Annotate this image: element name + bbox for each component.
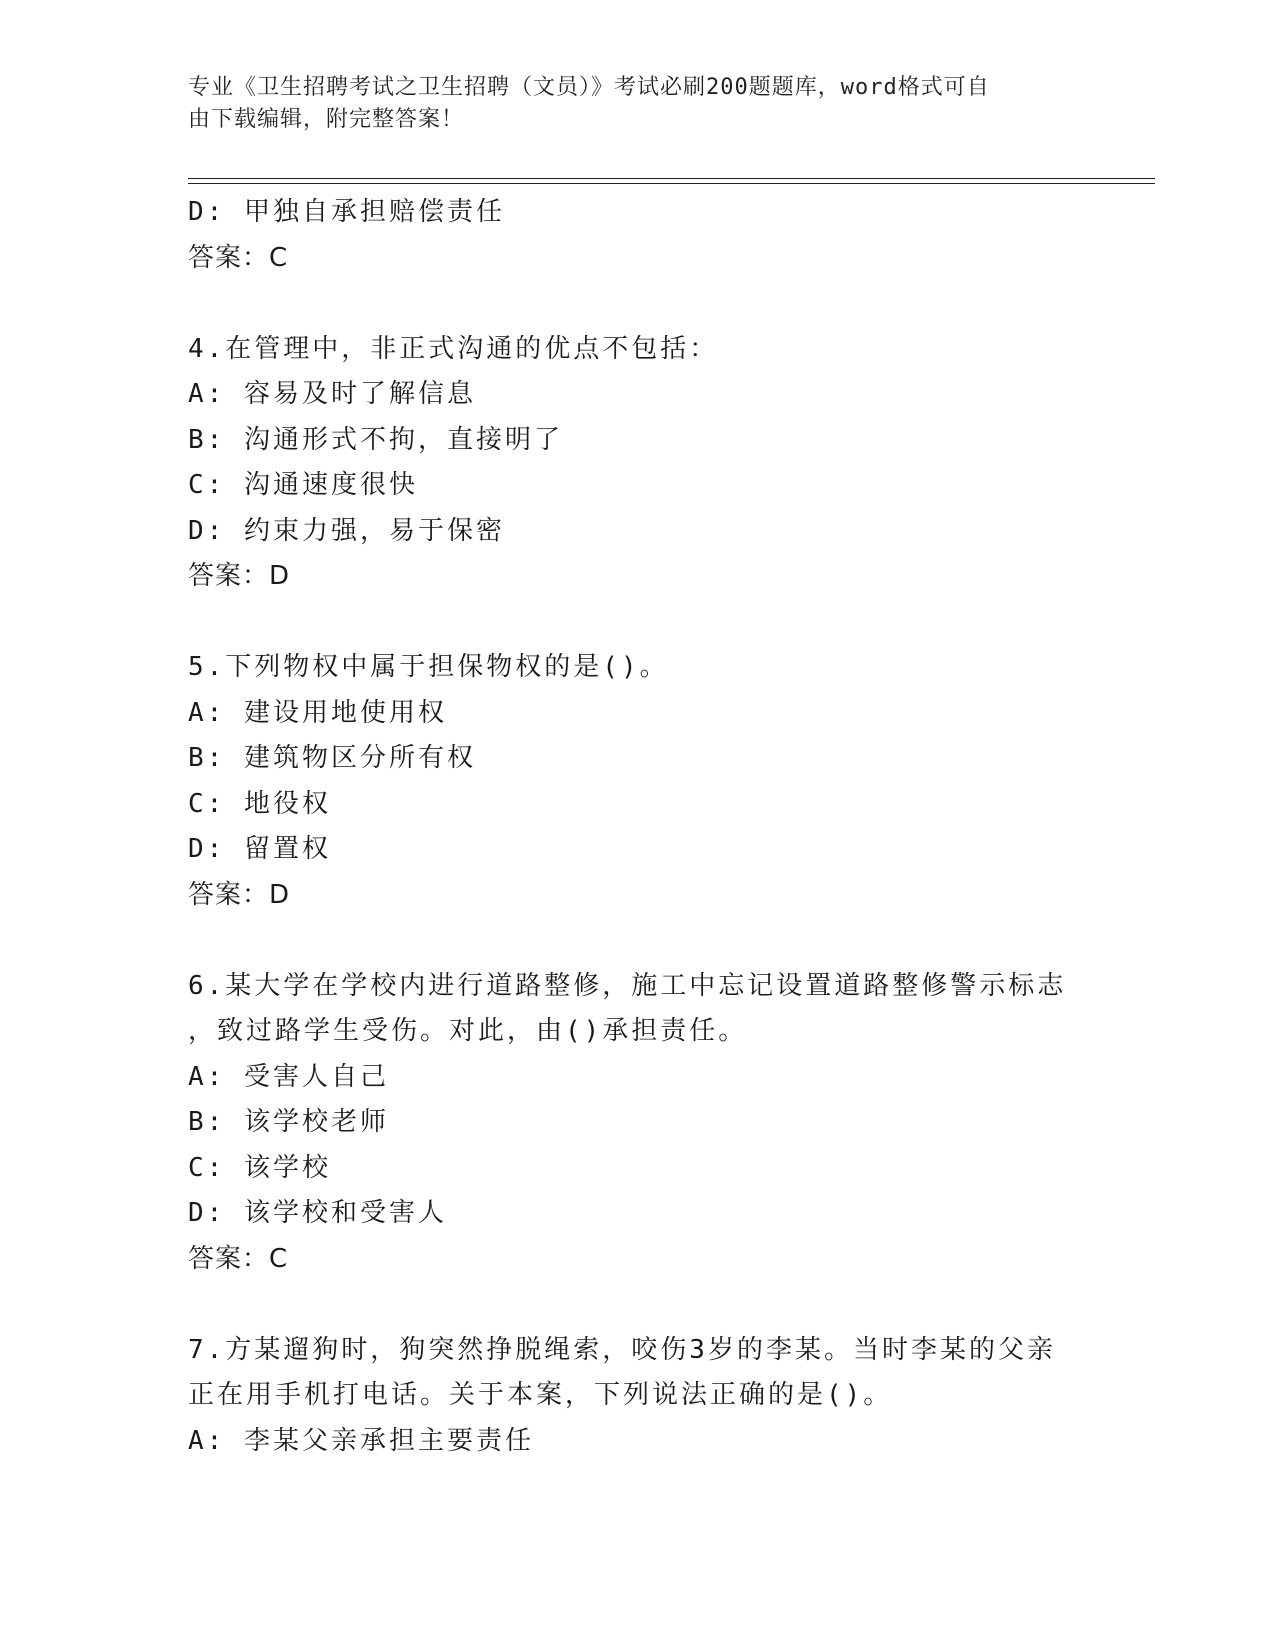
option-d: D: 甲独自承担赔偿责任 <box>188 197 505 227</box>
option-c: C: 沟通速度很快 <box>188 470 418 500</box>
answer-line: 答案：C <box>188 1243 289 1274</box>
option-a: A: 李某父亲承担主要责任 <box>188 1425 534 1456</box>
header-line-1: 专业《卫生招聘考试之卫生招聘（文员）》考试必刷200题题库，word格式可自 <box>188 75 990 100</box>
option-c: C: 地役权 <box>188 788 331 819</box>
question-3-tail <box>188 190 1088 281</box>
question-5 <box>188 645 1088 918</box>
option-d: D: 该学校和受害人 <box>188 1198 447 1228</box>
question-4 <box>188 327 1088 600</box>
question-stem-line-2: ，致过路学生受伤。对此，由()承担责任。 <box>188 1016 748 1046</box>
option-c: C: 该学校 <box>188 1152 331 1183</box>
option-d: D: 约束力强，易于保密 <box>188 515 505 546</box>
question-list <box>188 190 1088 1464</box>
document-header <box>188 72 1068 136</box>
option-a: A: 建设用地使用权 <box>188 697 447 728</box>
answer-line: 答案：D <box>188 561 291 591</box>
question-stem: 5.下列物权中属于担保物权的是()。 <box>188 652 669 682</box>
answer-line: 答案：D <box>188 879 291 910</box>
header-line-2: 由下载编辑，附完整答案！ <box>188 107 465 132</box>
question-stem: 4.在管理中，非正式沟通的优点不包括： <box>188 333 719 364</box>
option-d: D: 留置权 <box>188 834 331 864</box>
option-b: B: 沟通形式不拘，直接明了 <box>188 424 563 455</box>
question-stem-line-1: 6.某大学在学校内进行道路整修，施工中忘记设置道路整修警示标志 <box>188 970 1067 1001</box>
option-a: A: 受害人自己 <box>188 1061 389 1092</box>
header-divider-bottom <box>188 183 1155 184</box>
question-6 <box>188 964 1088 1283</box>
question-stem-line-2: 正在用手机打电话。关于本案，下列说法正确的是()。 <box>188 1380 893 1410</box>
option-b: B: 该学校老师 <box>188 1107 389 1137</box>
answer-line: 答案：C <box>188 242 289 273</box>
option-b: B: 建筑物区分所有权 <box>188 743 476 773</box>
question-stem-line-1: 7.方某遛狗时，狗突然挣脱绳索，咬伤3岁的李某。当时李某的父亲 <box>188 1334 1056 1365</box>
question-7 <box>188 1328 1088 1465</box>
option-a: A: 容易及时了解信息 <box>188 379 476 409</box>
header-divider-top <box>188 178 1155 179</box>
